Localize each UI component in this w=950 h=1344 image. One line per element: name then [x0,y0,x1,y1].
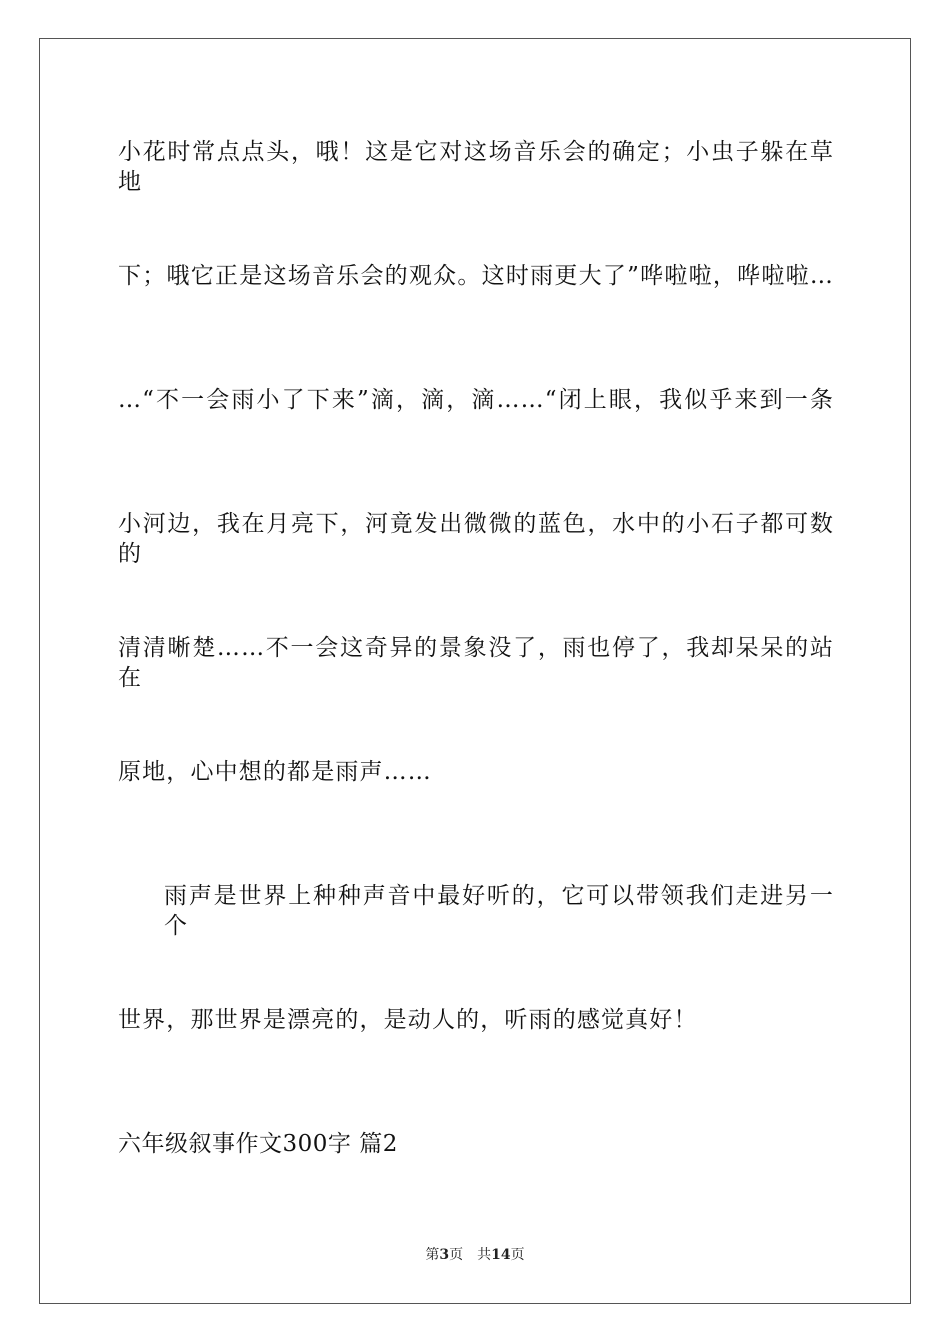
footer-total-suffix: 页 [510,1247,525,1263]
paragraph-1-line-5: 清清晰楚……不一会这奇异的景象没了，雨也停了，我却呆呆的站在 [118,635,834,691]
paragraph-2-line-1: 雨声是世界上种种声音中最好听的，它可以带领我们走进另一个 [164,883,834,939]
paragraph-1-line-4: 小河边，我在月亮下，河竟发出微微的蓝色，水中的小石子都可数的 [118,511,834,567]
footer-total-pages: 14 [491,1247,511,1263]
footer-page-suffix: 页 [449,1247,464,1263]
section-heading: 六年级叙事作文300字 篇2 [118,1131,398,1157]
paragraph-1-line-1: 小花时常点点头，哦！这是它对这场音乐会的确定；小虫子躲在草地 [118,139,834,195]
paragraph-1-line-3: …“不一会雨小了下来”滴，滴，滴……“闭上眼，我似乎来到一条 [118,387,834,413]
paragraph-2-line-2: 世界，那世界是漂亮的，是动人的，听雨的感觉真好！ [118,1007,698,1033]
paragraph-1-line-6: 原地，心中想的都是雨声…… [118,759,432,785]
page-border [39,38,911,1304]
footer-page-number: 3 [439,1247,450,1263]
page-footer [0,1246,950,1264]
paragraph-1-line-2: 下；哦它正是这场音乐会的观众。这时雨更大了”哗啦啦，哗啦啦… [118,263,834,289]
footer-total-prefix: 共 [477,1247,492,1263]
footer-page-prefix: 第 [425,1247,440,1263]
